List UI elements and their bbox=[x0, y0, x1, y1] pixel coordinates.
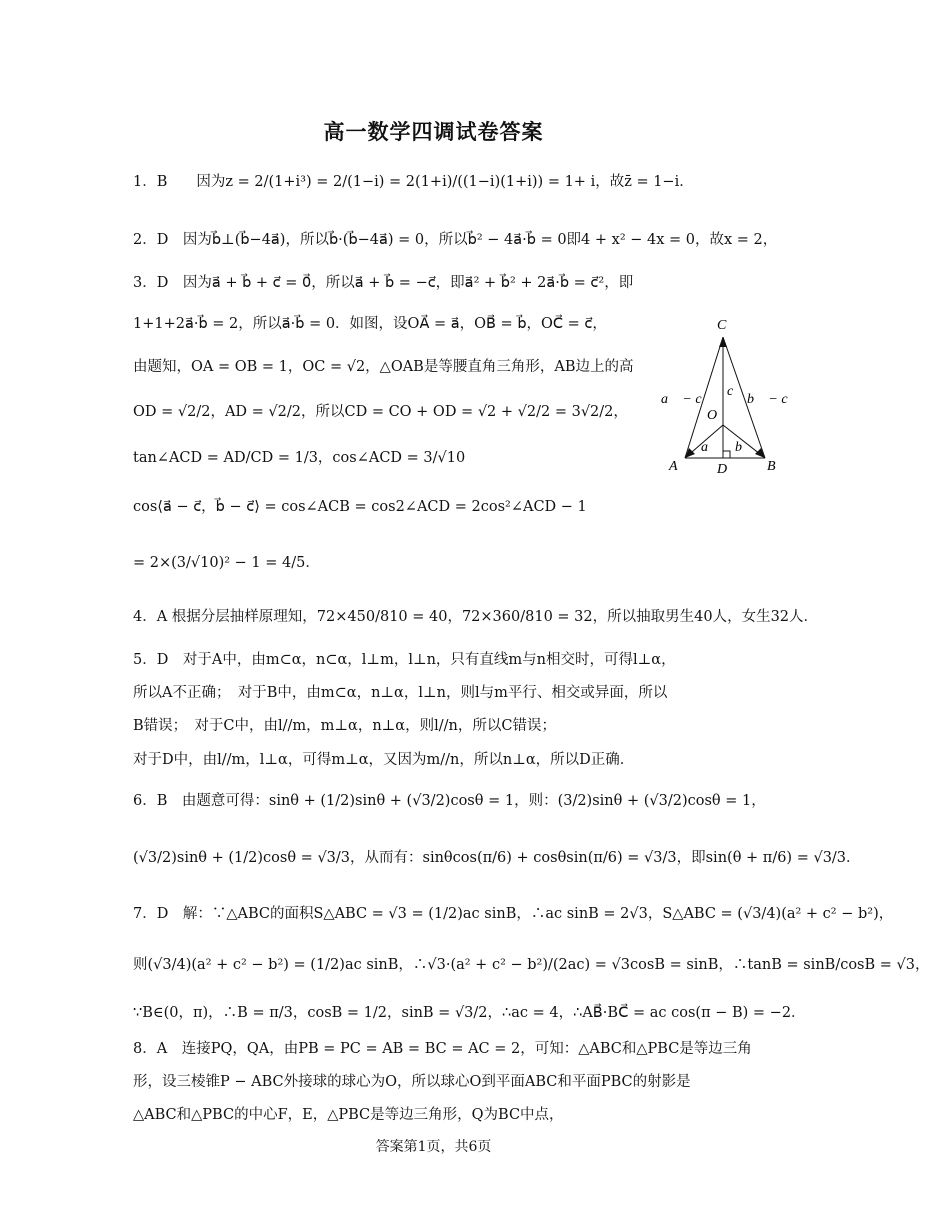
answer-line: cos⟨a⃗ − c⃗，b⃗ − c⃗⟩ = cos∠ACB = cos2∠ACD = 2cos²∠ACD − 1 bbox=[133, 499, 587, 515]
answer-line: 则(√3/4)(a² + c² − b²) = (1/2)ac sinB，∴√3·(a² + c² − b²)/(2ac) = √3cosB = sinB，∴tanB = sinB/cosB = √3， bbox=[133, 957, 929, 973]
answer-line: tan∠ACD = AD/CD = 1/3，cos∠ACD = 3/√10 bbox=[133, 450, 466, 466]
vector-triangle-figure bbox=[655, 313, 799, 477]
answer-line: 1+1+2a⃗·b⃗ = 2，所以a⃗·b⃗ = 0．如图，设OA⃗ = a⃗，OB⃗ = b⃗，OC⃗ = c⃗， bbox=[133, 316, 607, 332]
answer-line: OD = √2/2，AD = √2/2，所以CD = CO + OD = √2 + √2/2 = 3√2/2， bbox=[133, 404, 628, 420]
answer-line: 形，设三棱锥P − ABC外接球的球心为O，所以球心O到平面ABC和平面PBC的射影是 bbox=[133, 1074, 691, 1090]
label-c: C bbox=[717, 318, 727, 333]
label-a-minus-c: a⃗ − c⃗ bbox=[661, 392, 713, 407]
answer-line: (√3/2)sinθ + (1/2)cosθ = √3/3，从而有：sinθcos(π/6) + cosθsin(π/6) = √3/3，即sin(θ + π/6) = √3/3． bbox=[133, 850, 861, 866]
answer-line: 6．B 由题意可得：sinθ + (1/2)sinθ + (√3/2)cosθ = 1，则：(3/2)sinθ + (√3/2)cosθ = 1， bbox=[133, 793, 766, 809]
page-footer: 答案第1页，共6页 bbox=[375, 1139, 492, 1155]
answer-line: = 2×(3/√10)² − 1 = 4/5． bbox=[133, 555, 320, 571]
answer-line: △ABC和△PBC的中心F，E，△PBC是等边三角形，Q为BC中点， bbox=[133, 1107, 564, 1123]
label-o: O bbox=[707, 408, 718, 423]
answer-line: 4．A 根据分层抽样原理知，72×450/810 = 40，72×360/810 = 32，所以抽取男生40人，女生32人． bbox=[133, 609, 819, 625]
answer-line: ∵B∈(0，π)，∴B = π/3，cosB = 1/2，sinB = √3/2，∴ac = 4，∴AB⃗·BC⃗ = ac cos(π − B) = −2． bbox=[133, 1005, 806, 1021]
label-a: A bbox=[669, 459, 678, 474]
answer-line: 1．B 因为z = 2/(1+i³) = 2/(1−i) = 2(1+i)/((1−i)(1+i)) = 1+ i，故z̄ = 1−i． bbox=[133, 174, 694, 190]
label-d: D bbox=[717, 462, 728, 477]
answer-line: 对于D中，由l//m，l⊥α，可得m⊥α，又因为m//n，所以n⊥α，所以D正确． bbox=[133, 752, 635, 768]
answer-line: B错误； 对于C中，由l//m，m⊥α，n⊥α，则l//n，所以C错误； bbox=[133, 718, 556, 734]
answer-line: 5．D 对于A中，由m⊂α，n⊂α，l⊥m，l⊥n，只有直线m与n相交时，可得l⊥α， bbox=[133, 652, 676, 668]
answer-line: 2．D 因为b⃗⊥(b⃗−4a⃗)，所以b⃗·(b⃗−4a⃗) = 0，所以b⃗² − 4a⃗·b⃗ = 0即4 + x² − 4x = 0，故x = 2， bbox=[133, 232, 778, 248]
label-vec-c: c⃗ bbox=[727, 384, 745, 399]
right-angle-mark bbox=[723, 451, 730, 458]
arrow-c bbox=[719, 337, 727, 347]
answer-line: 3．D 因为a⃗ + b⃗ + c⃗ = 0⃗，所以a⃗ + b⃗ = −c⃗，即a⃗² + b⃗² + 2a⃗·b⃗ = c⃗²，即 bbox=[133, 275, 634, 291]
label-b: B bbox=[767, 459, 776, 474]
label-b-minus-c: b⃗ − c⃗ bbox=[747, 392, 799, 407]
answer-line: 7．D 解：∵△ABC的面积S△ABC = √3 = (1/2)ac sinB，∴ac sinB = 2√3，S△ABC = (√3/4)(a² + c² − b²)， bbox=[133, 906, 894, 922]
label-vec-b: b⃗ bbox=[735, 440, 753, 455]
label-vec-a: a⃗ bbox=[701, 440, 719, 455]
answer-line: 8．A 连接PQ，QA，由PB = PC = AB = BC = AC = 2，可知：△ABC和△PBC是等边三角 bbox=[133, 1041, 752, 1057]
answer-line: 由题知，OA = OB = 1，OC = √2，△OAB是等腰直角三角形，AB边上的高 bbox=[133, 359, 634, 375]
page-title: 高一数学四调试卷答案 bbox=[323, 120, 544, 144]
answer-line: 所以A不正确； 对于B中，由m⊂α，n⊥α，l⊥n，则l与m平行、相交或异面，所以 bbox=[133, 685, 668, 701]
